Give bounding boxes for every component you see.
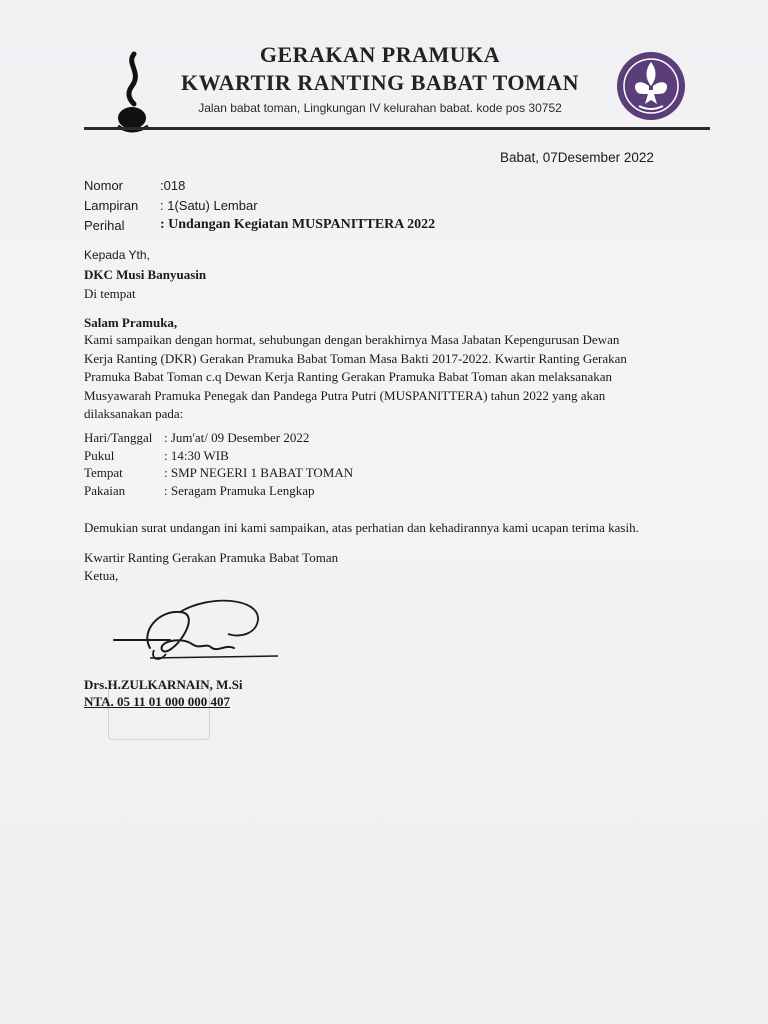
detail-row xyxy=(84,448,353,466)
body-paragraph xyxy=(84,331,694,424)
recipient-place: Di tempat xyxy=(84,286,136,301)
tunas-kelapa-logo-icon xyxy=(108,50,156,136)
fleur-de-lis-emblem-icon xyxy=(615,50,687,122)
letter-meta xyxy=(84,175,435,235)
signer-nta: NTA. 05 11 01 000 000 407 xyxy=(84,694,231,709)
perihal-value: : Undangan Kegiatan MUSPANITTERA 2022 xyxy=(160,217,436,232)
letterhead-divider xyxy=(84,127,710,130)
signature-org: Kwartir Ranting Gerakan Pramuka Babat Toman xyxy=(84,550,339,565)
meta-nomor xyxy=(84,175,435,195)
meta-perihal xyxy=(84,215,435,235)
greeting: Salam Pramuka, xyxy=(84,315,178,330)
detail-label: Pukul xyxy=(84,447,115,463)
detail-row xyxy=(84,483,353,501)
detail-label: Pakaian xyxy=(84,482,126,498)
org-name-line1: GERAKAN PRAMUKA xyxy=(259,42,501,67)
org-address: Jalan babat toman, Lingkungan IV kelurahan babat. kode pos 30752 xyxy=(198,101,562,115)
detail-value: : SMP NEGERI 1 BABAT TOMAN xyxy=(164,465,354,480)
event-details xyxy=(84,430,353,500)
recipient-salutation: Kepada Yth, xyxy=(84,248,150,262)
detail-row xyxy=(84,430,353,448)
detail-label: Tempat xyxy=(84,465,123,480)
detail-value: : Jum'at/ 09 Desember 2022 xyxy=(164,430,310,445)
nomor-label: Nomor xyxy=(84,177,124,193)
body-line: Pramuka Babat Toman c.q Dewan Kerja Ranting Gerakan Pramuka Babat Toman akan melaksanakan xyxy=(84,369,612,384)
body-line: dilaksanakan pada: xyxy=(84,406,184,421)
signature-role: Ketua, xyxy=(84,568,119,583)
recipient-name: DKC Musi Banyuasin xyxy=(84,267,207,282)
perihal-label: Perihal xyxy=(84,217,125,233)
closing-sentence: Demukian surat undangan ini kami sampaikan, atas perhatian dan kehadirannya kami ucapan terima kasih. xyxy=(84,520,639,535)
nomor-value: :018 xyxy=(160,177,186,193)
detail-value: : Seragam Pramuka Lengkap xyxy=(164,482,315,498)
detail-value: : 14:30 WIB xyxy=(164,447,229,463)
org-name-line2: KWARTIR RANTING BABAT TOMAN xyxy=(181,70,579,95)
body-line: Musyawarah Pramuka Penegak dan Pandega Putra Putri (MUSPANITTERA) tahun 2022 yang akan xyxy=(84,387,606,403)
recipient-block xyxy=(84,246,206,303)
detail-label: Hari/Tanggal xyxy=(84,430,153,445)
meta-lampiran xyxy=(84,195,435,215)
detail-row xyxy=(84,465,353,483)
letterhead xyxy=(0,0,768,140)
body-line: Kami sampaikan dengan hormat, sehubungan dengan berakhirnya Masa Jabatan Kepengurusan Dewan xyxy=(84,332,620,347)
body-line: Kerja Ranting (DKR) Gerakan Pramuka Babat Toman Masa Bakti 2017-2022. Kwartir Ranting Gerakan xyxy=(84,350,627,366)
letter-date: Babat, 07Desember 2022 xyxy=(500,150,654,165)
lampiran-label: Lampiran xyxy=(84,197,139,213)
handwritten-signature-icon xyxy=(110,590,280,670)
lampiran-value: : 1(Satu) Lembar xyxy=(160,197,258,213)
signer-name: Drs.H.ZULKARNAIN, M.Si xyxy=(84,677,243,692)
signer-block xyxy=(84,676,243,710)
signature-org-block xyxy=(84,549,338,585)
